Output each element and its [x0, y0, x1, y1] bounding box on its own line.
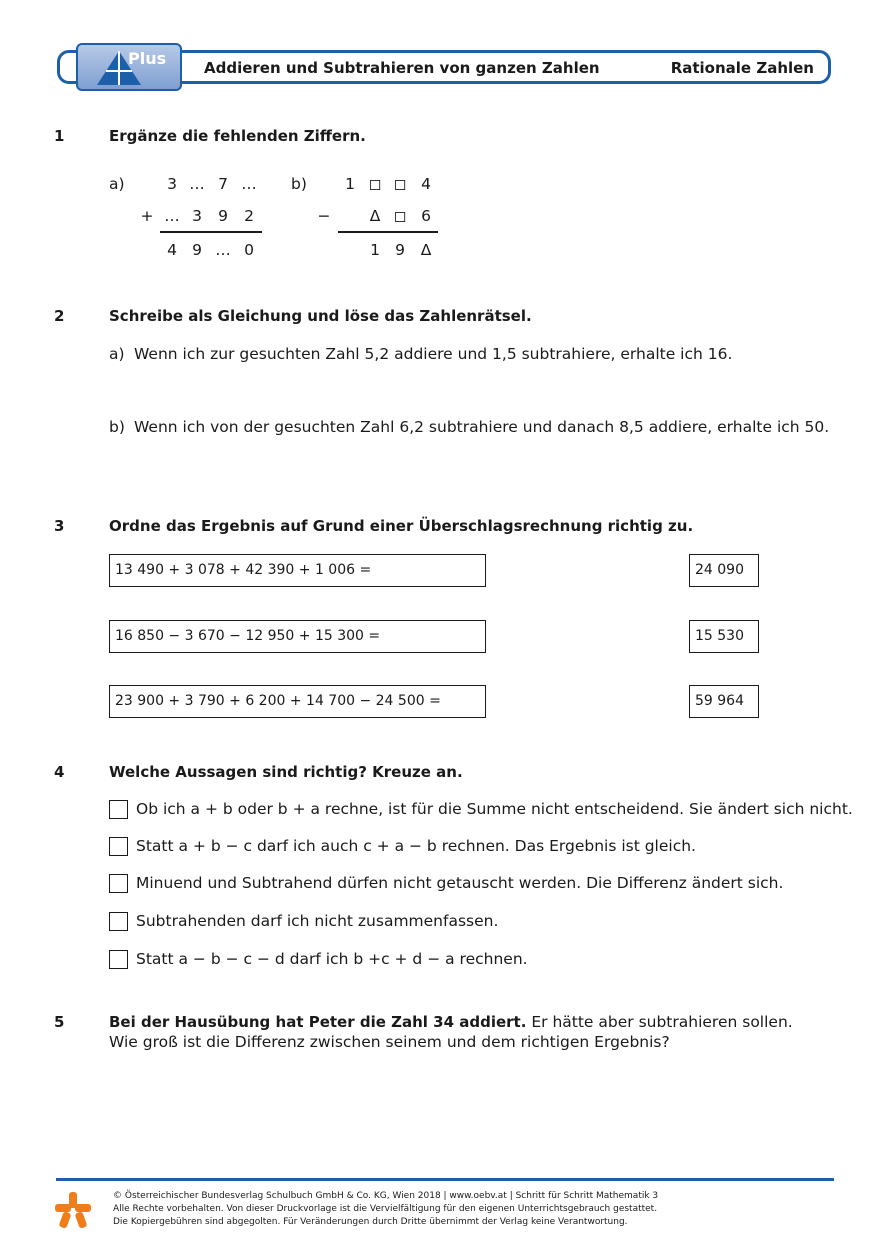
task-instruction: Schreibe als Gleichung und löse das Zahlenrätsel. — [109, 307, 532, 325]
expression-box[interactable]: 23 900 + 3 790 + 6 200 + 14 700 − 24 500 = — [109, 685, 486, 718]
subtask-label: a) — [109, 345, 125, 363]
task-instruction: Welche Aussagen sind richtig? Kreuze an. — [109, 763, 463, 781]
digit: 4 — [167, 241, 177, 259]
task-text — [109, 1013, 849, 1031]
digit: 3 — [192, 207, 202, 225]
checkbox[interactable] — [109, 800, 128, 819]
digit: 9 — [192, 241, 202, 259]
subtask-text: Wenn ich zur gesuchten Zahl 5,2 addiere und 1,5 subtrahiere, erhalte ich 16. — [134, 345, 733, 363]
page-title: Addieren und Subtrahieren von ganzen Zahlen — [204, 59, 600, 77]
digit: ◻ — [393, 175, 407, 193]
statement-text: Statt a − b − c − d darf ich b +c + d − a rechnen. — [136, 950, 528, 968]
digit: … — [241, 175, 257, 193]
sum-line — [160, 231, 262, 233]
task-text-line2: Wie groß ist die Differenz zwischen seinem und dem richtigen Ergebnis? — [109, 1033, 670, 1051]
operator: + — [140, 207, 154, 225]
section-title: Rationale Zahlen — [670, 59, 814, 77]
footer-divider — [56, 1178, 834, 1181]
checkbox[interactable] — [109, 950, 128, 969]
result-box[interactable]: 24 090 — [689, 554, 759, 587]
digit: 4 — [421, 175, 431, 193]
digit: 3 — [167, 175, 177, 193]
task-number: 5 — [54, 1013, 65, 1031]
subtask-label: b) — [109, 418, 125, 436]
task-rest-text: Er hätte aber subtrahieren sollen. — [526, 1013, 793, 1031]
footer-line: Alle Rechte vorbehalten. Von dieser Druckvorlage ist die Vervielfältigung für den eigenen Unterrichtsgebrauch gestattet. — [113, 1204, 658, 1214]
statement-text: Ob ich a + b oder b + a rechne, ist für die Summe nicht entscheidend. Sie ändert sich nicht. — [136, 800, 853, 818]
statement-text: Subtrahenden darf ich nicht zusammenfassen. — [136, 912, 499, 930]
difference-line — [338, 231, 438, 233]
result-box[interactable]: 15 530 — [689, 620, 759, 653]
subtask-text: Wenn ich von der gesuchten Zahl 6,2 subtrahiere und danach 8,5 addiere, erhalte ich 50. — [134, 418, 830, 436]
checkbox[interactable] — [109, 912, 128, 931]
result-box[interactable]: 59 964 — [689, 685, 759, 718]
digit: 2 — [244, 207, 254, 225]
publisher-logo-icon — [53, 1190, 93, 1230]
footer-line: Die Kopiergebühren sind abgegolten. Für Veränderungen durch Dritte übernimmt der Verlag keine Verantwortung. — [113, 1217, 628, 1227]
digit: 9 — [218, 207, 228, 225]
logo-text: Plus — [128, 49, 167, 68]
checkbox[interactable] — [109, 874, 128, 893]
task-bold-text: Bei der Hausübung hat Peter die Zahl 34 addiert. — [109, 1013, 527, 1031]
digit: ◻ — [368, 175, 382, 193]
digit: 9 — [395, 241, 405, 259]
footer-line: © Österreichischer Bundesverlag Schulbuch GmbH & Co. KG, Wien 2018 | www.oebv.at | Schritt für Schritt Mathematik 3 — [113, 1191, 659, 1201]
plus-logo — [76, 43, 182, 91]
operator: − — [317, 207, 331, 225]
digit: 0 — [244, 241, 254, 259]
digit: 6 — [421, 207, 431, 225]
digit: Δ — [420, 241, 432, 259]
task-number: 2 — [54, 307, 65, 325]
digit: ◻ — [393, 207, 407, 225]
task-instruction: Ergänze die fehlenden Ziffern. — [109, 127, 366, 145]
task-instruction: Ordne das Ergebnis auf Grund einer Überschlagsrechnung richtig zu. — [109, 517, 694, 535]
digit: 1 — [370, 241, 380, 259]
subtask-label: a) — [109, 175, 125, 193]
expression-box[interactable]: 16 850 − 3 670 − 12 950 + 15 300 = — [109, 620, 486, 653]
task-number: 1 — [54, 127, 65, 145]
task-number: 3 — [54, 517, 65, 535]
digit: 1 — [345, 175, 355, 193]
subtask-label: b) — [291, 175, 307, 193]
digit: … — [215, 241, 231, 259]
digit: Δ — [369, 207, 381, 225]
statement-text: Statt a + b − c darf ich auch c + a − b rechnen. Das Ergebnis ist gleich. — [136, 837, 696, 855]
expression-box[interactable]: 13 490 + 3 078 + 42 390 + 1 006 = — [109, 554, 486, 587]
digit: 7 — [218, 175, 228, 193]
digit: … — [164, 207, 180, 225]
checkbox[interactable] — [109, 837, 128, 856]
statement-text: Minuend und Subtrahend dürfen nicht getauscht werden. Die Differenz ändert sich. — [136, 874, 784, 892]
task-number: 4 — [54, 763, 65, 781]
digit: … — [189, 175, 205, 193]
